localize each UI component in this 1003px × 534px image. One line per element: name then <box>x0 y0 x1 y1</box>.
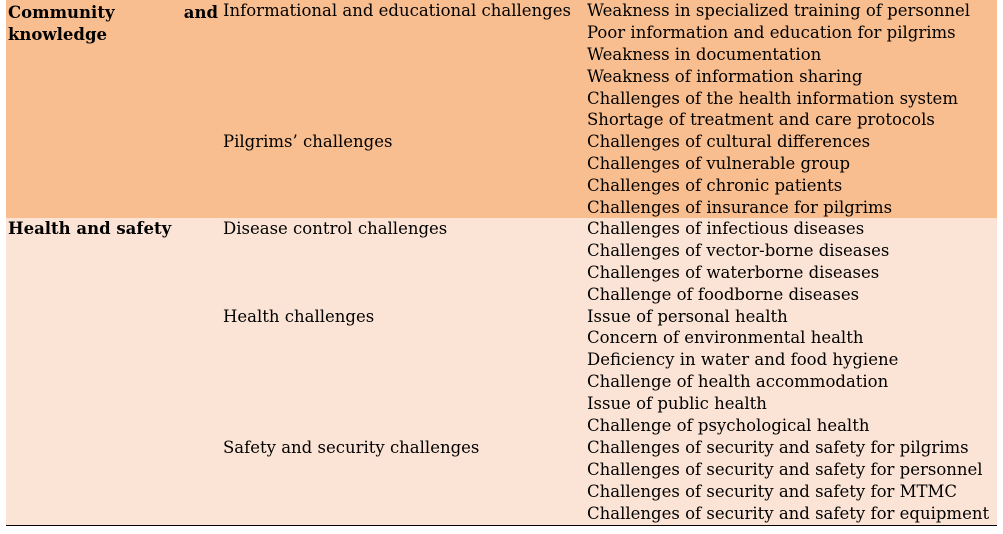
subcategory-informational-educational: Informational and educational challenges <box>223 1 571 20</box>
list-item: Challenge of foodborne diseases <box>587 284 860 304</box>
category-cell <box>8 218 218 240</box>
list-item: Challenges of chronic patients <box>587 176 843 196</box>
list-item: Issue of public health <box>587 394 767 414</box>
list-item: Weakness of information sharing <box>587 66 863 86</box>
list-item: Weakness in documentation <box>587 44 822 64</box>
list-item: Issue of personal health <box>587 306 788 326</box>
category-label-conjunction: and <box>183 3 218 22</box>
list-item: Challenges of vulnerable group <box>587 154 851 174</box>
subcategory-safety-security: Safety and security challenges <box>223 438 480 457</box>
list-item: Deficiency in water and food hygiene <box>587 350 899 370</box>
category-label-continued: knowledge <box>8 25 107 44</box>
list-item: Challenge of psychological health <box>587 416 870 436</box>
category-first-line <box>8 2 218 24</box>
section-community-knowledge <box>6 0 997 218</box>
list-item: Challenges of security and safety for MTMC <box>587 481 958 501</box>
challenge-list <box>587 218 989 524</box>
subcategory-health: Health challenges <box>223 307 375 326</box>
list-item: Shortage of treatment and care protocols <box>587 110 935 130</box>
list-item: Weakness in specialized training of personnel <box>587 1 971 20</box>
list-item: Challenges of the health information system <box>587 88 958 108</box>
category-label: Health and safety <box>8 219 172 238</box>
subcategory-pilgrims: Pilgrims’ challenges <box>223 132 393 151</box>
category-label: Community <box>8 3 115 22</box>
list-item: Poor information and education for pilgrims <box>587 22 956 42</box>
list-item: Challenges of security and safety for pilgrims <box>587 437 969 457</box>
list-item: Challenges of insurance for pilgrims <box>587 198 893 218</box>
challenge-list <box>587 0 970 219</box>
challenges-table <box>6 0 997 526</box>
list-item: Challenges of security and safety for personnel <box>587 459 983 479</box>
list-item: Concern of environmental health <box>587 328 864 348</box>
list-item: Challenges of infectious diseases <box>587 219 865 238</box>
category-cell <box>8 2 218 46</box>
section-health-safety <box>6 218 997 526</box>
list-item: Challenges of waterborne diseases <box>587 262 880 282</box>
list-item: Challenges of vector-borne diseases <box>587 240 890 260</box>
list-item: Challenges of cultural differences <box>587 132 871 152</box>
subcategory-disease-control: Disease control challenges <box>223 219 448 238</box>
list-item: Challenge of health accommodation <box>587 372 889 392</box>
list-item: Challenges of security and safety for equipment <box>587 503 990 523</box>
